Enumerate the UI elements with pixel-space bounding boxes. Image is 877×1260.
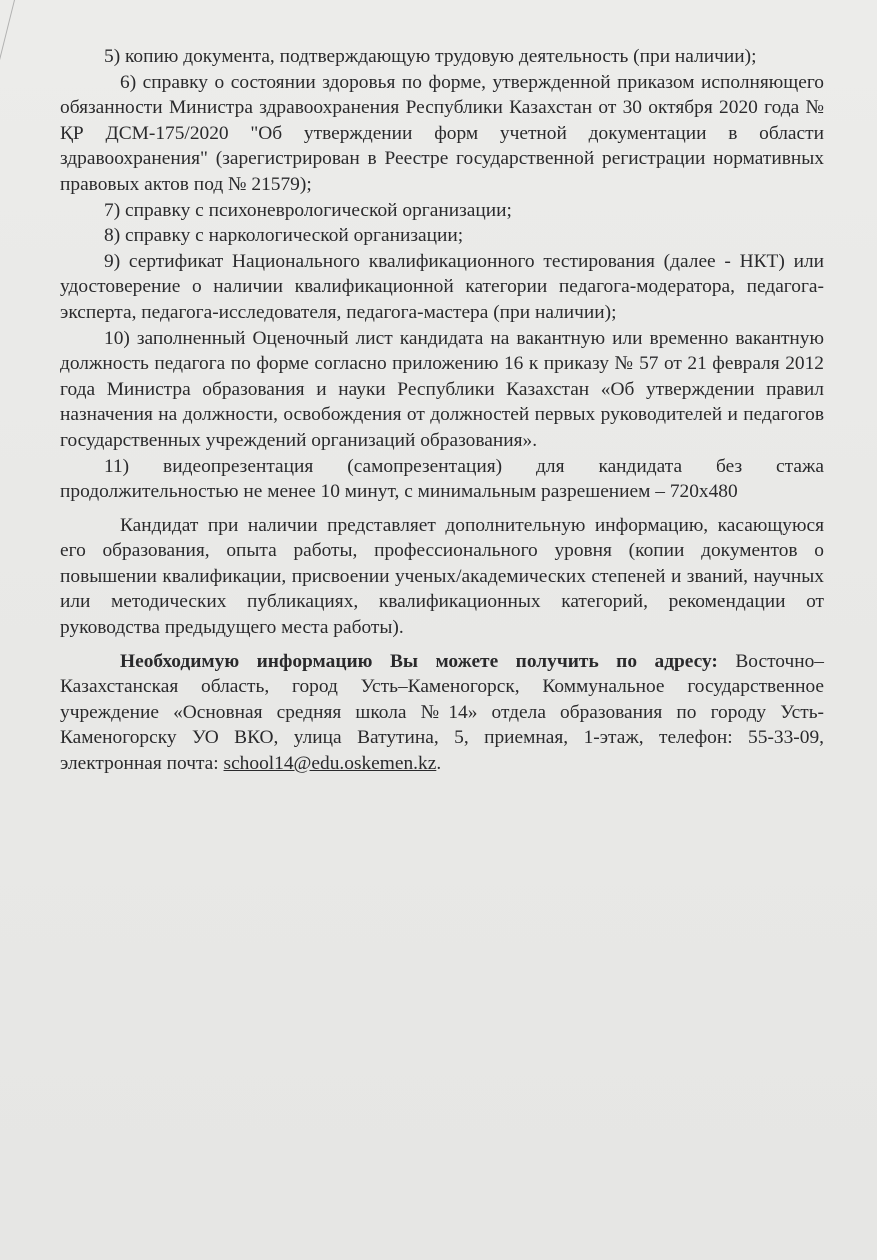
list-item-7: 7) справку с психоневрологической организации; [104,199,512,221]
additional-info-paragraph: Кандидат при наличии представляет дополнительную информацию, касающуюся его образования, опыта работы, профессионального уровня (копии документов о повышении квалификации, присвоении ученых/академических степеней и званий, научных или методических публикациях, квалификационных категорий, рекомендации от руководства предыдущего места работы). [60,514,824,639]
list-item-6: 6) справку о состоянии здоровья по форме, утвержденной приказом исполняющего обязанности Министра здравоохранения Республики Казахстан от 30 октября 2020 года № ҚР ДСМ-175/2020 "Об утверждении форм учетной документации в области здравоохранения" (зарегистрирован в Реестре государственной регистрации нормативных правовых актов под № 21579); [60,71,824,195]
list-item-5: 5) копию документа, подтверждающую трудовую деятельность (при наличии); [104,46,757,67]
document-body [60,44,824,777]
list-item-8: 8) справку с наркологической организации; [104,225,464,247]
contact-lead: Необходимую информацию Вы можете получить по адресу: [120,650,718,672]
spacer [60,505,824,513]
contact-details: Восточно–Казахстанская область, город Усть–Каменогорск, Коммунальное государственное учреждение «Основная средняя школа №14» отдела образования по городу Усть-Каменогорску УО ВКО, улица Ватутина, 5, приемная, 1-этаж, телефон: 55-33-09, электронная почта: [60,650,825,775]
spacer [60,641,824,649]
list-item-9: 9) сертификат Национального квалификационного тестирования (далее - НКТ) или удостоверение о наличии квалификационной категории педагога-модератора, педагога-эксперта, педагога-исследователя, педагога-мастера (при наличии); [60,250,824,323]
contact-end: . [436,753,442,775]
contact-paragraph [60,649,824,777]
email-link[interactable]: school14@edu.oskemen.kz [223,753,437,775]
page-edge-shadow [0,0,15,60]
list-item-10: 10) заполненный Оценочный лист кандидата на вакантную или временно вакантную должность педагога по форме согласно приложению 16 к приказу № 57 от 21 февраля 2012 года Министра образования и науки Республики Казахстан «Об утверждении правил назначения на должности, освобождения от должностей первых руководителей и педагогов государственных учреждений организаций образования». [60,327,824,451]
list-item-11: 11) видеопрезентация (самопрезентация) для кандидата без стажа продолжительностью не менее 10 минут, с минимальным разрешением – 720x480 [60,455,824,503]
